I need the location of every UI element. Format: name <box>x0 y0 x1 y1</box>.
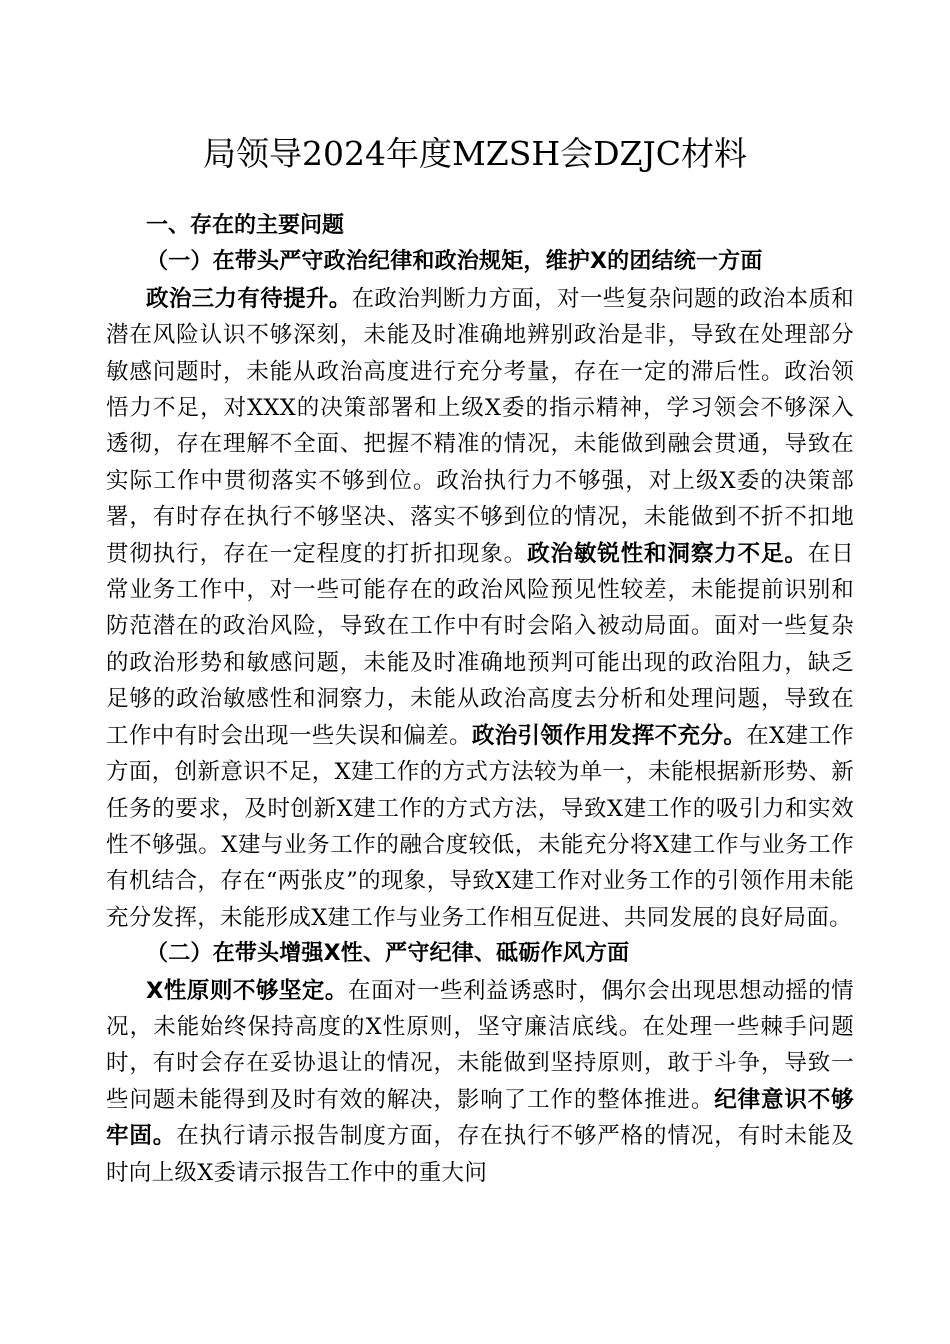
paragraph-text: 在执行请示报告制度方面，存在执行不够严格的情况，有时未能及时向上级X委请示报告工作中的重大问 <box>106 1123 854 1186</box>
subsection-heading: （二）在带头增强X性、严守纪律、砥砺作风方面 <box>146 941 630 967</box>
subsection-heading: （一）在带头严守政治纪律和政治规矩，维护X的团结统一方面 <box>146 249 763 275</box>
paragraph-lead: 政治敏锐性和洞察力不足。 <box>527 540 808 567</box>
paragraph-lead: 政治三力有待提升。 <box>146 285 352 312</box>
paragraph-text: 在面对一些利益诱惑时，偶尔会出现思想动摇的情况，未能始终保持高度的X性原则，坚守廉洁底线。在处理一些棘手问题时，有时会存在妥协退让的情况，未能做到坚持原则，敢于斗争，导致一些问题未能得到及时有效的解决，影响了工作的整体推进。 <box>106 977 854 1113</box>
paragraph-text: 在X建工作方面，创新意识不足，X建工作的方式方法较为单一，未能根据新形势、新任务的要求，及时创新X建工作的方式方法，导致X建工作的吸引力和实效性不够强。X建与业务工作的融合度较低，未能充分将X建工作与业务工作有机结合，存在“两张皮”的现象，导致X建工作对业务工作的引领作用未能充分发挥，未能形成X建工作与业务工作相互促进、共同发展的良好局面。 <box>106 722 854 931</box>
paragraph-text: 在日常业务工作中，对一些可能存在的政治风险预见性较差，未能提前识别和防范潜在的政治风险，导致在工作中有时会陷入被动局面。面对一些复杂的政治形势和敏感问题，未能及时准确地预判可能出现的政治阻力，缺乏足够的政治敏感性和洞察力，未能从政治高度去分析和处理问题，导致在工作中有时会出现一些失误和偏差。 <box>106 540 854 749</box>
paragraph <box>106 281 854 936</box>
paragraph <box>106 973 854 1191</box>
paragraph-lead: 纪律意识不够牢固。 <box>106 1086 854 1150</box>
section-heading: 一、存在的主要问题 <box>146 213 345 238</box>
paragraph-lead: X性原则不够坚定。 <box>146 977 348 1004</box>
document-title: 局领导2024年度MZSH会DZJC材料 <box>203 134 747 173</box>
document-body <box>106 208 854 1191</box>
paragraph-text: 在政治判断力方面，对一些复杂问题的政治本质和潜在风险认识不够深刻，未能及时准确地辨别政治是非，导致在处理部分敏感问题时，未能从政治高度进行充分考量，存在一定的滞后性。政治领悟力不足，对XXX的决策部署和上级X委的指示精神，学习领会不够深入透彻，存在理解不全面、把握不精准的情况，未能做到融会贯通，导致在实际工作中贯彻落实不够到位。政治执行力不够强，对上级X委的决策部署，有时存在执行不够坚决、落实不够到位的情况，未能做到不折不扣地贯彻执行，存在一定程度的打折扣现象。 <box>106 285 854 567</box>
paragraph-lead: 政治引领作用发挥不充分。 <box>471 722 747 749</box>
